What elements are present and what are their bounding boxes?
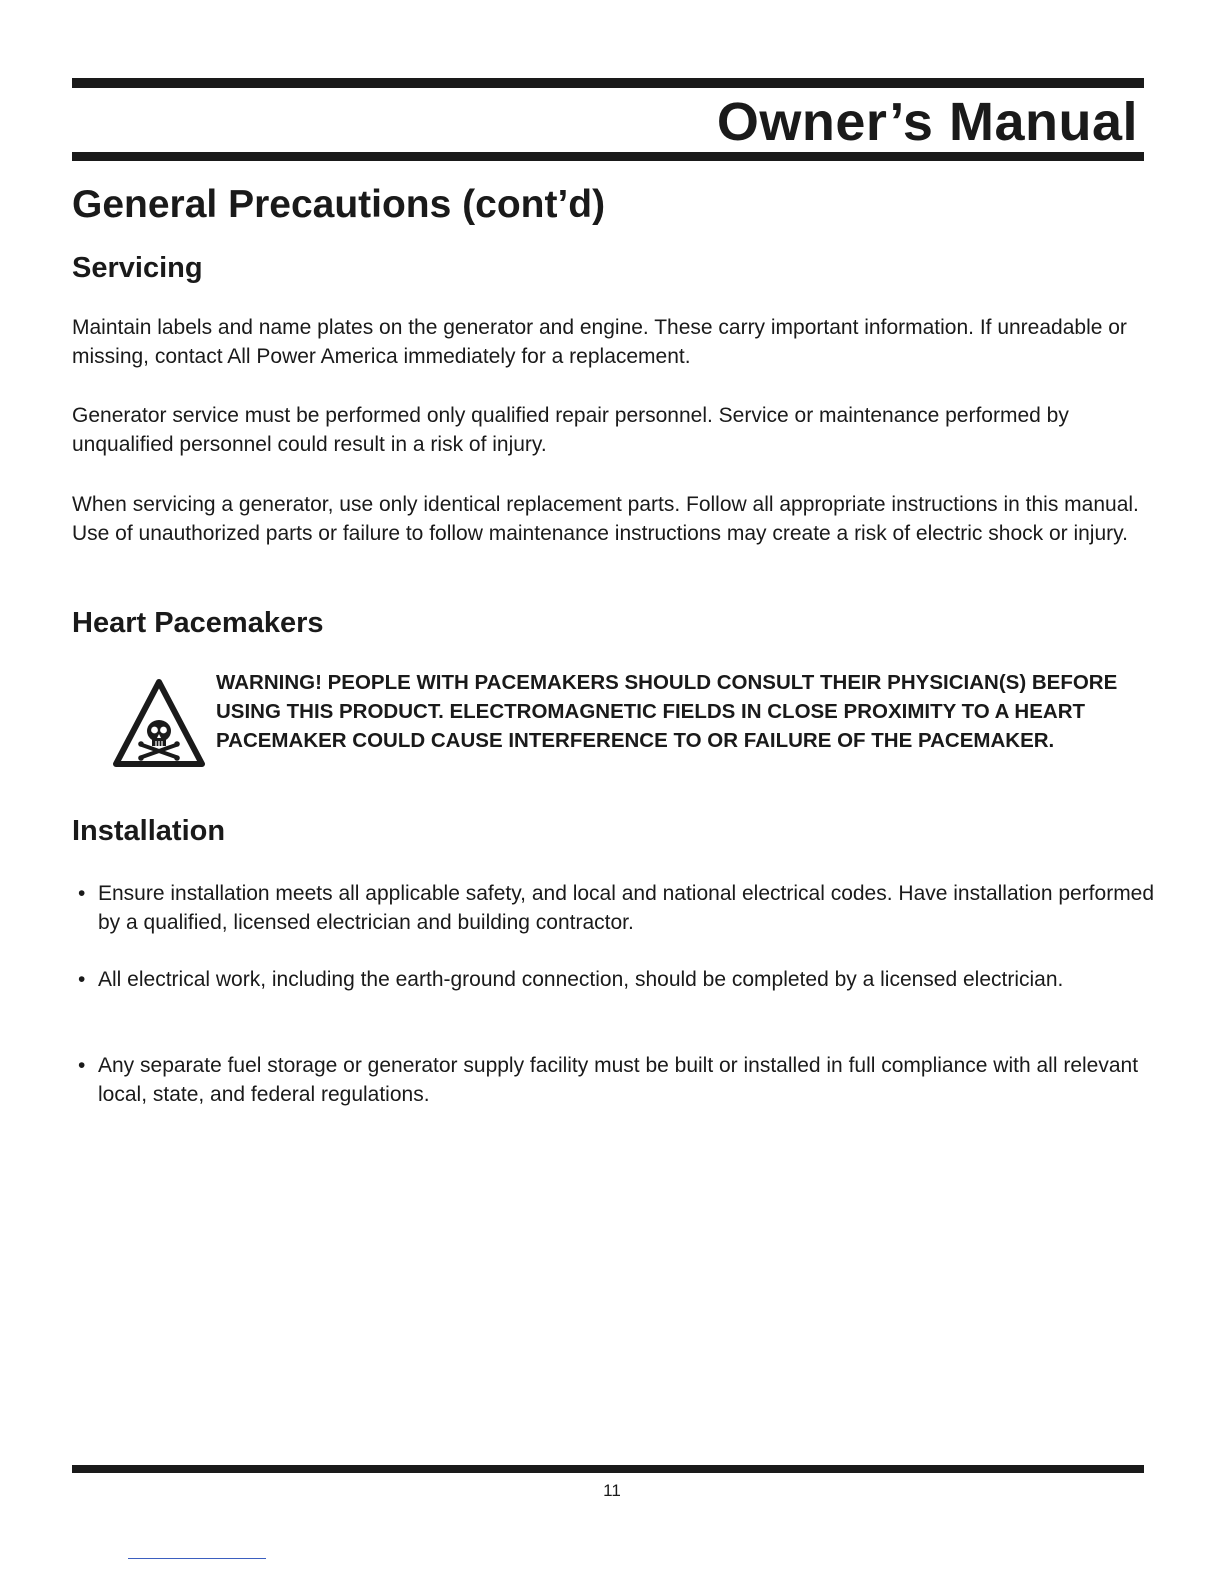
header-top-rule	[72, 78, 1144, 88]
servicing-paragraph: Generator service must be performed only qualified repair personnel. Service or maintenance performed by unqualified personnel could result in a risk of injury.	[72, 404, 1069, 456]
installation-item-text: Any separate fuel storage or generator supply facility must be built or installed in full compliance with all relevant local, state, and federal regulations.	[98, 1054, 1139, 1106]
skull-warning-triangle-icon	[112, 678, 206, 768]
section-title: General Precautions (cont’d)	[72, 183, 606, 226]
servicing-heading: Servicing	[72, 252, 203, 284]
installation-list-item	[78, 879, 1178, 937]
footer-rule	[72, 1465, 1144, 1473]
manual-title: Owner’s Manual	[716, 92, 1138, 152]
pacemaker-warning-block	[112, 668, 1152, 788]
servicing-paragraph: When servicing a generator, use only identical replacement parts. Follow all appropriate instructions in this manual. Use of unauthorized parts or failure to follow maintenance instructions may create a risk of electric shock or injury.	[72, 493, 1139, 545]
header-bottom-rule	[72, 152, 1144, 161]
bullet-icon: •	[78, 1054, 86, 1077]
scan-stamp-line	[128, 1558, 266, 1559]
installation-heading: Installation	[72, 815, 226, 847]
installation-item-text: All electrical work, including the earth-ground connection, should be completed by a licensed electrician.	[98, 968, 1064, 991]
pacemakers-heading: Heart Pacemakers	[72, 607, 324, 639]
pacemaker-warning-text: WARNING! PEOPLE WITH PACEMAKERS SHOULD CONSULT THEIR PHYSICIAN(S) BEFORE USING THIS PRODUCT. ELECTROMAGNETIC FIELDS IN CLOSE PROXIMITY TO A HEART PACEMAKER COULD CAUSE INTERFERENCE TO OR FAILURE OF THE PACEMAKER.	[216, 671, 1118, 752]
installation-item-text: Ensure installation meets all applicable safety, and local and national electrical codes. Have installation performed by a qualified, licensed electrician and building contractor.	[98, 882, 1155, 934]
bullet-icon: •	[78, 882, 86, 905]
bullet-icon: •	[78, 968, 86, 991]
page-number: 11	[603, 1481, 621, 1500]
installation-list-item	[78, 1051, 1178, 1109]
servicing-paragraph: Maintain labels and name plates on the generator and engine. These carry important information. If unreadable or missing, contact All Power America immediately for a replacement.	[72, 316, 1127, 368]
installation-list-item	[78, 965, 1178, 994]
